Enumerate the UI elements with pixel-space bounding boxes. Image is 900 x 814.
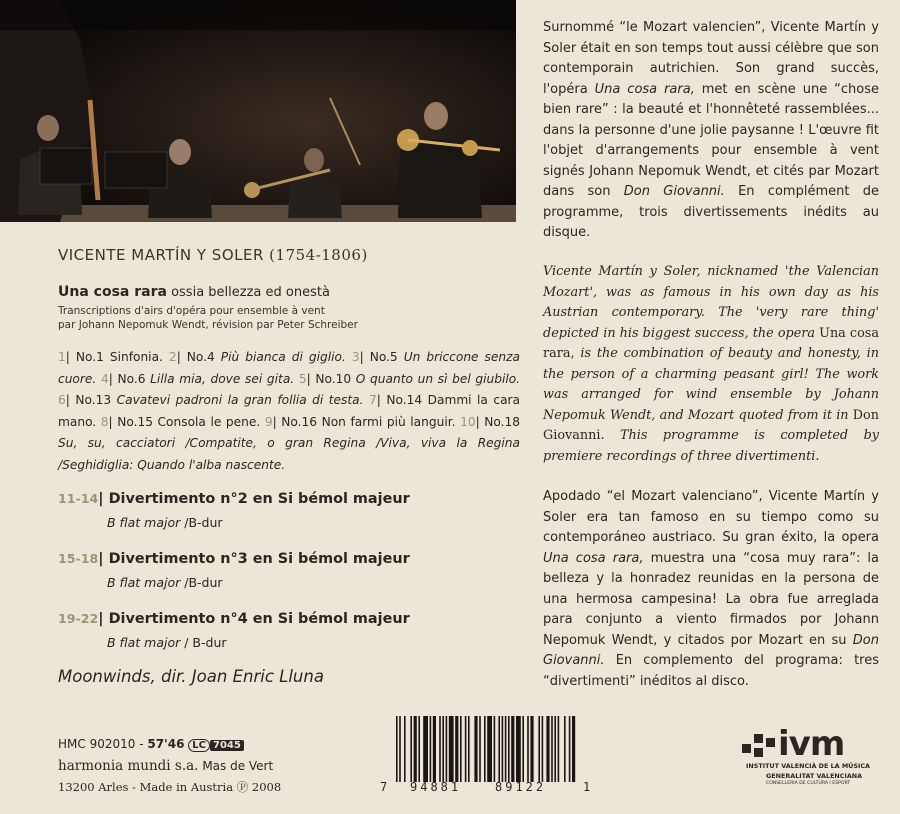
label-place: Mas de Vert [202,759,274,773]
ivm-department: CONSELLERIA DE CULTURA I ESPORT [766,781,851,786]
address-line [58,779,281,795]
transcription-credit [58,304,358,332]
address: 13200 Arles - Made in Austria [58,780,234,794]
work-subtitle: ossia bellezza ed onestà [171,285,330,300]
divertimento-title: 15-18| Divertimento n°3 en Si bémol majeur [58,551,410,567]
composer-heading [58,246,368,264]
barcode-digit-first: 7 [380,780,388,794]
paragraph-spanish: Apodado “el Mozart valenciano”, Vicente Martín y Soler era tan famoso en su tiempo como su contemporáneo austriaco. Su gran éxito, la opera Una cosa rara, muestra una “cosa muy rara”: la belleza y la honradez reunidas en la persona de una hermosa campesina! La obra fue arreglada para conjunto a viento firmados por Johann Nepomuk Wendt, y citados por Mozart en su Don Giovanni. En complemento del programa: tres “divertimenti” inéditos al disco. [543,489,879,689]
catalog-line: HMC 902010 - 57'46 LC 7045 [58,737,244,752]
label-name: harmonia mundi s.a. [58,758,199,774]
track-item: 7| No.14 Dammi la cara mano. [58,393,521,429]
track-item: 2| No.4 Più bianca di giglio. [168,350,346,364]
barcode-digit-last: 1 [583,780,591,794]
lc-mark: LC [188,739,210,752]
barcode-digits-right: 89122 [495,780,547,794]
track-item: 10| No.18 Su, su, cacciatori /Compatite, o gran Regina /Viva, viva la Regina /Seghidiglia: Quando l'alba nascente. [58,414,521,472]
composer-name: VICENTE MARTÍN Y SOLER [58,246,264,264]
ivm-institute: INSTITUT VALENCIÀ DE LA MÚSICA [746,762,870,770]
composer-years: (1754-1806) [269,246,368,264]
duration: 57'46 [147,737,185,751]
lc-number: 7045 [210,740,244,751]
transcription-line-1: Transcriptions d'airs d'opéra pour ensemble à vent [58,305,325,317]
track-item: 1| No.1 Sinfonia. [58,350,163,364]
track-list [58,347,520,476]
divertimento-title: 11-14| Divertimento n°2 en Si bémol majeur [58,491,410,507]
divertimento-key: B flat major /B-dur [107,575,223,590]
concert-photo [0,0,516,222]
transcription-line-2: par Johann Nepomuk Wendt, révision par Peter Schreiber [58,319,358,331]
work-title-line [58,284,330,300]
track-item: 9| No.16 Non farmi più languir. [264,414,456,429]
performer-credit: Moonwinds, dir. Joan Enric Lluna [58,667,324,686]
track-item: 6| No.13 Cavatevi padroni la gran follia di testa. [58,393,364,407]
track-item: 8| No.15 Consola le pene. [100,414,261,429]
ivm-government: GENERALITAT VALENCIANA [766,772,863,780]
paragraph-french: Surnommé “le Mozart valencien”, Vicente Martín y Soler était en son temps tout aussi célèbre que son contemporain autrichien. Son grand succès, l'opéra Una cosa rara, met en scène une “chose bien rare” : la beauté et l'honnêteté rassemblées... dans la personne d'une jolie paysanne ! L'œuvre fit l'objet d'arrangements pour ensemble à vent signés Johann Nepomuk Wendt, et cités par Mozart dans son Don Giovanni. En complément de programme, trois divertissements inédits au disque. [543,20,879,240]
divertimento-key: B flat major / B-dur [107,635,227,650]
divertimento-title: 19-22| Divertimento n°4 en Si bémol majeur [58,611,410,627]
track-item: 5| No.10 O quanto un sì bel giubilo. [298,371,521,386]
divertimento-key: B flat major /B-dur [107,515,223,530]
copyright: Ⓟ 2008 [236,780,282,794]
ivm-logo-mark-icon [742,734,776,764]
ivm-brand: ivm [778,724,845,764]
barcode-digits-left: 94881 [410,780,462,794]
catalog-number: HMC 902010 [58,737,136,751]
track-item: 3| No.5 Un briccone senza cuore. [58,350,520,386]
paragraph-english: Vicente Martín y Soler, nicknamed 'the Valencian Mozart', was as famous in his own day as his Austrian contemporary. The 'very rare thing' depicted in his biggest success, the opera Una cosa rara, is the combination of beauty and honesty, in the person of a charming peasant girl! The work was arranged for wind ensemble by Johann Nepomuk Wendt, and Mozart quoted from it in Don Giovanni. This programme is completed by premiere recordings of three divertimenti. [543,264,879,464]
work-title: Una cosa rara [58,284,167,300]
barcode-icon [394,716,577,782]
label-line [58,758,273,774]
ivm-logo [742,724,882,790]
track-item: 4| No.6 Lilla mia, dove sei gita. [100,371,295,386]
